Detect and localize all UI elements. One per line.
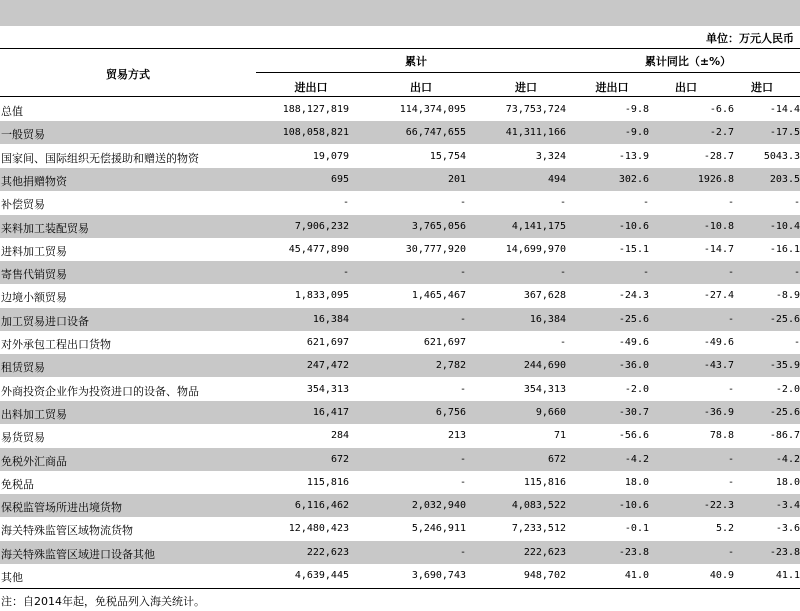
yoy-import: -	[793, 197, 800, 209]
value-total: 6,116,462	[294, 500, 349, 512]
value-import: 4,141,175	[511, 220, 566, 232]
table-top-rule	[0, 48, 800, 49]
row-label: 加工贸易进口设备	[1, 314, 89, 328]
row-label: 免税外汇商品	[1, 454, 67, 468]
yoy-export: -	[727, 383, 734, 395]
value-import: 14,699,970	[505, 243, 566, 255]
value-total: 621,697	[306, 337, 349, 348]
value-export: 201	[447, 173, 466, 185]
table-row	[0, 168, 800, 191]
table-row	[0, 284, 800, 307]
yoy-export: -2.7	[709, 127, 734, 139]
value-import: -	[559, 267, 566, 279]
yoy-import: 18.0	[775, 476, 800, 488]
value-import: 71	[553, 430, 566, 442]
yoy-import: -	[793, 267, 800, 279]
table-row	[0, 448, 800, 471]
value-import: 41,311,166	[505, 127, 566, 139]
yoy-import: -23.8	[769, 546, 800, 558]
yoy-export: 1926.8	[697, 173, 734, 185]
row-label: 海关特殊监管区域物流货物	[1, 524, 133, 538]
yoy-export: -	[727, 267, 734, 279]
row-label: 一般贸易	[1, 128, 45, 142]
value-import: 73,753,724	[505, 104, 566, 115]
value-export: 30,777,920	[405, 243, 466, 255]
row-label: 对外承包工程出口货物	[1, 338, 111, 351]
yoy-import: -3.4	[775, 500, 800, 512]
yoy-export: -	[727, 453, 734, 465]
row-label: 保税监管场所进出境货物	[1, 501, 122, 515]
yoy-export: -27.4	[703, 290, 734, 302]
yoy-import: -	[793, 337, 800, 348]
table-row	[0, 541, 800, 564]
header-sub-total: 进出口	[294, 81, 328, 94]
value-export: 621,697	[423, 337, 466, 348]
yoy-total: -10.6	[618, 220, 649, 232]
row-label: 出料加工贸易	[1, 407, 67, 421]
yoy-export: 5.2	[715, 523, 734, 535]
yoy-total: 41.0	[624, 570, 649, 581]
header-sub-import-yoy: 进口	[751, 81, 773, 94]
yoy-total: -13.9	[618, 150, 649, 162]
row-label: 寄售代销贸易	[1, 268, 67, 282]
table-row	[0, 238, 800, 261]
header-sub-export: 出口	[410, 81, 432, 94]
value-total: 354,313	[306, 383, 349, 395]
unit-row	[0, 26, 800, 48]
yoy-import: -16.1	[769, 243, 800, 255]
value-export: 213	[447, 430, 466, 442]
table-row	[0, 215, 800, 238]
value-total: 695	[330, 173, 349, 185]
yoy-export: -	[727, 313, 734, 325]
table-row	[0, 145, 800, 168]
yoy-total: -30.7	[618, 406, 649, 418]
value-import: 354,313	[523, 383, 566, 395]
yoy-import: -86.7	[769, 430, 800, 442]
table-row	[0, 564, 800, 587]
yoy-total: -23.8	[618, 546, 649, 558]
row-label: 其他	[1, 571, 23, 584]
yoy-total: -10.6	[618, 500, 649, 512]
value-total: 16,384	[312, 313, 349, 325]
value-total: 4,639,445	[294, 570, 349, 581]
value-total: 188,127,819	[282, 104, 349, 115]
value-export: 6,756	[435, 406, 466, 418]
row-label: 补偿贸易	[1, 198, 45, 212]
value-total: 45,477,890	[288, 243, 349, 255]
value-import: 244,690	[523, 360, 566, 372]
row-label: 进料加工贸易	[1, 244, 67, 258]
value-import: 3,324	[535, 150, 566, 162]
value-import: 367,628	[523, 290, 566, 302]
value-total: 1,833,095	[294, 290, 349, 302]
value-import: 672	[547, 453, 566, 465]
value-total: 284	[330, 430, 349, 442]
yoy-total: -36.0	[618, 360, 649, 372]
yoy-export: -43.7	[703, 360, 734, 372]
table-row	[0, 98, 800, 121]
table-bottom-rule	[0, 588, 800, 589]
value-total: -	[342, 267, 349, 279]
value-total: 672	[330, 453, 349, 465]
row-label: 外商投资企业作为投资进口的设备、物品	[1, 384, 199, 398]
yoy-total: -	[642, 197, 649, 209]
header-yoy: 累计同比（±%）	[644, 55, 732, 68]
yoy-total: -25.6	[618, 313, 649, 325]
yoy-import: -4.2	[775, 453, 800, 465]
value-total: 12,480,423	[288, 523, 349, 535]
value-export: 5,246,911	[411, 523, 466, 535]
yoy-import: -14.4	[769, 104, 800, 115]
value-import: 948,702	[523, 570, 566, 581]
yoy-total: -56.6	[618, 430, 649, 442]
row-label: 总值	[1, 105, 23, 118]
table-row	[0, 517, 800, 540]
value-export: 2,782	[435, 360, 466, 372]
yoy-export: -36.9	[703, 406, 734, 418]
header-sub-import: 进口	[515, 81, 537, 94]
value-export: -	[459, 453, 466, 465]
value-import: 4,083,522	[511, 500, 566, 512]
top-band	[0, 0, 800, 26]
value-total: 222,623	[306, 546, 349, 558]
yoy-total: -49.6	[618, 337, 649, 348]
row-label: 海关特殊监管区域进口设备其他	[1, 547, 155, 561]
value-export: 66,747,655	[405, 127, 466, 139]
value-total: -	[342, 197, 349, 209]
row-label: 其他捐赠物资	[1, 174, 67, 188]
table-row	[0, 191, 800, 214]
header-bottom-rule	[0, 96, 800, 97]
yoy-total: -2.0	[624, 383, 649, 395]
yoy-export: -	[727, 197, 734, 209]
table-row	[0, 378, 800, 401]
yoy-export: -6.6	[709, 104, 734, 115]
yoy-export: 40.9	[709, 570, 734, 581]
yoy-import: -25.6	[769, 313, 800, 325]
value-total: 247,472	[306, 360, 349, 372]
value-export: 15,754	[429, 150, 466, 162]
header-sub-export-yoy: 出口	[675, 81, 697, 94]
value-export: -	[459, 546, 466, 558]
value-export: -	[459, 476, 466, 488]
yoy-total: -	[642, 267, 649, 279]
yoy-total: 18.0	[624, 476, 649, 488]
header-mid-rule	[256, 72, 800, 73]
value-import: 222,623	[523, 546, 566, 558]
value-export: -	[459, 197, 466, 209]
yoy-import: -8.9	[775, 290, 800, 302]
header-trade-mode: 贸易方式	[106, 68, 150, 81]
row-label: 易货贸易	[1, 431, 45, 445]
value-import: 7,233,512	[511, 523, 566, 535]
header-sub-total-yoy: 进出口	[595, 81, 629, 94]
yoy-import: -17.5	[769, 127, 800, 139]
header-cumulative: 累计	[405, 55, 427, 68]
yoy-export: -28.7	[703, 150, 734, 162]
value-total: 7,906,232	[294, 220, 349, 232]
value-total: 16,417	[312, 406, 349, 418]
yoy-export: -	[727, 546, 734, 558]
value-export: -	[459, 267, 466, 279]
value-import: 115,816	[523, 476, 566, 488]
table-row	[0, 121, 800, 144]
yoy-total: -9.0	[624, 127, 649, 139]
value-export: -	[459, 383, 466, 395]
row-label: 国家间、国际组织无偿援助和赠送的物资	[1, 151, 199, 165]
yoy-export: -14.7	[703, 243, 734, 255]
yoy-total: -0.1	[624, 523, 649, 535]
yoy-total: -15.1	[618, 243, 649, 255]
value-import: 9,660	[535, 406, 566, 418]
yoy-import: -10.4	[769, 220, 800, 232]
value-export: 2,032,940	[411, 500, 466, 512]
table-row	[0, 424, 800, 447]
table-row	[0, 354, 800, 377]
value-export: 114,374,095	[399, 104, 466, 115]
yoy-total: -9.8	[624, 104, 649, 115]
yoy-import: -25.6	[769, 406, 800, 418]
yoy-export: -22.3	[703, 500, 734, 512]
yoy-export: -49.6	[703, 337, 734, 348]
value-export: 3,690,743	[411, 570, 466, 581]
yoy-total: -24.3	[618, 290, 649, 302]
row-label: 来料加工装配贸易	[1, 221, 89, 235]
value-export: -	[459, 313, 466, 325]
value-total: 19,079	[312, 150, 349, 162]
yoy-total: -4.2	[624, 453, 649, 465]
value-total: 108,058,821	[282, 127, 349, 139]
table-row	[0, 471, 800, 494]
value-total: 115,816	[306, 476, 349, 488]
value-import: -	[559, 337, 566, 348]
yoy-import: 203.5	[769, 173, 800, 185]
value-export: 3,765,056	[411, 220, 466, 232]
row-label: 租赁贸易	[1, 361, 45, 375]
yoy-import: 41.1	[775, 570, 800, 581]
value-export: 1,465,467	[411, 290, 466, 302]
yoy-export: -	[727, 476, 734, 488]
table-row	[0, 261, 800, 284]
row-label: 免税品	[1, 477, 34, 491]
footnote: 注：自2014年起，免税品列入海关统计。	[1, 595, 205, 608]
table-row	[0, 401, 800, 424]
row-label: 边境小额贸易	[1, 291, 67, 305]
yoy-import: -35.9	[769, 360, 800, 372]
unit-label: 单位：万元人民币	[706, 32, 794, 45]
yoy-import: -3.6	[775, 523, 800, 535]
yoy-import: -2.0	[775, 383, 800, 395]
value-import: 494	[547, 173, 566, 185]
yoy-export: -10.8	[703, 220, 734, 232]
table-row	[0, 331, 800, 354]
yoy-import: 5043.3	[763, 150, 800, 162]
yoy-total: 302.6	[618, 173, 649, 185]
value-import: -	[559, 197, 566, 209]
yoy-export: 78.8	[709, 430, 734, 442]
table-row	[0, 308, 800, 331]
value-import: 16,384	[529, 313, 566, 325]
table-row	[0, 494, 800, 517]
